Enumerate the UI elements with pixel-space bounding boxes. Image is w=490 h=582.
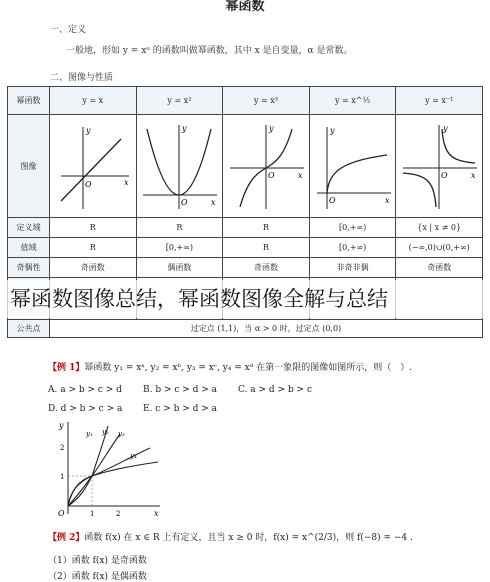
function-y-x2: y = x²: [136, 87, 223, 115]
ex1-label-y3: y₃: [118, 430, 125, 438]
ex1-tick-x2: 2: [116, 510, 121, 518]
ex1-label-y4: y₄: [130, 452, 137, 460]
svg-text:O: O: [267, 171, 275, 180]
ex1-tick-y1: 1: [60, 473, 65, 481]
example2-text: 函数 f(x) 在 x ∈ R 上有定义，且当 x ≥ 0 时，f(x) = x^(2/3)，则 f(−8) = −4 .: [84, 533, 413, 543]
overlay-caption: 幂函数图像总结，幂函数图像全解与总结: [0, 280, 490, 318]
common-point-row-label: 公共点: [8, 320, 50, 338]
svg-text:x: x: [297, 171, 303, 180]
graph-cube: [226, 121, 306, 211]
graph-cell-square: [136, 115, 223, 218]
parity-cell: 奇函数: [50, 258, 137, 278]
definition-text: 一般地，形如 y = xᵅ 的函数叫做幂函数，其中 x 是自变量，α 是常数。: [66, 46, 353, 56]
ex1-origin: O: [58, 509, 65, 518]
page-title: 幂函数: [225, 0, 265, 14]
function-y-sqrt: y = x^½: [309, 87, 396, 115]
example1-option-a: A. a > b > c > d: [48, 385, 122, 395]
svg-text:O: O: [441, 171, 448, 180]
svg-text:O: O: [84, 180, 92, 189]
example2-item-1: （1）函数 f(x) 是奇函数: [48, 556, 147, 566]
svg-text:y: y: [182, 124, 187, 133]
example1-graph: [50, 418, 165, 518]
graph-row-label: 图像: [8, 115, 50, 218]
parity-row-label: 奇偶性: [8, 258, 50, 278]
parity-cell: 非奇非偶: [309, 258, 396, 278]
ex1-axis-x: x: [154, 509, 159, 518]
svg-text:O: O: [328, 196, 336, 205]
parity-cell: 奇函数: [223, 258, 310, 278]
svg-text:x: x: [211, 198, 216, 207]
svg-text:y: y: [268, 124, 274, 133]
svg-text:y: y: [443, 124, 448, 133]
range-cell: R: [223, 238, 310, 258]
ex1-axis-y: y: [59, 421, 64, 430]
section-definition-heading: 一、定义: [50, 25, 87, 35]
function-y-x3: y = x³: [223, 87, 310, 115]
example2-label: 【例 2】: [48, 533, 85, 543]
domain-row-label: 定义域: [8, 218, 50, 238]
range-cell: (−∞,0)∪(0,+∞): [396, 238, 483, 258]
example1-label: 【例 1】: [48, 363, 85, 373]
parity-cell: 奇函数: [396, 258, 483, 278]
graph-cell-inverse: [396, 115, 483, 218]
graph-sqrt: [313, 121, 393, 211]
graph-square: [139, 121, 219, 211]
example1-question: [48, 360, 412, 373]
example1-option-e: E. c > b > d > a: [143, 404, 218, 414]
svg-text:x: x: [123, 178, 129, 187]
svg-text:x: x: [471, 171, 476, 180]
svg-text:x: x: [384, 196, 390, 205]
table-header-label: 幂函数: [8, 87, 50, 115]
example1-option-d: D. d > b > c > a: [48, 404, 123, 414]
example1-option-b: B. b > c > d > a: [143, 385, 218, 395]
example2-question: [48, 530, 413, 543]
example1-option-c: C. a > d > b > c: [238, 385, 313, 395]
ex1-label-y2: y₂: [102, 428, 109, 436]
function-y-inverse: y = x⁻¹: [396, 87, 483, 115]
common-point-text: 过定点 (1,1)，当 α > 0 时，过定点 (0,0): [50, 320, 483, 338]
range-cell: R: [50, 238, 137, 258]
example2-item-2: （2）函数 f(x) 是偶函数: [48, 572, 147, 582]
domain-cell: R: [136, 218, 223, 238]
svg-text:y: y: [329, 126, 335, 135]
example1-text: 幂函数 y₁ = xᵃ, y₂ = xᵇ, y₃ = xᶜ, y₄ = xᵈ 在第一象限的图像如图所示，则（ ）.: [84, 363, 413, 373]
range-cell: [0,+∞): [136, 238, 223, 258]
graph-cell-cube: [223, 115, 310, 218]
graph-linear: [53, 121, 133, 211]
svg-text:y: y: [85, 126, 91, 135]
function-y-x: y = x: [50, 87, 137, 115]
range-row-label: 值域: [8, 238, 50, 258]
domain-cell: R: [223, 218, 310, 238]
domain-cell: [0,+∞): [309, 218, 396, 238]
domain-cell: R: [50, 218, 137, 238]
range-cell: [0,+∞): [309, 238, 396, 258]
section-graph-heading: 二、图像与性质: [50, 73, 114, 83]
ex1-tick-y2: 2: [60, 444, 65, 452]
graph-cell-linear: [50, 115, 137, 218]
graph-inverse: [399, 121, 479, 211]
domain-cell: {x | x ≠ 0}: [396, 218, 483, 238]
svg-text:O: O: [181, 198, 188, 207]
ex1-tick-x1: 1: [90, 510, 95, 518]
graph-cell-sqrt: [309, 115, 396, 218]
ex1-label-y1: y₁: [86, 430, 93, 438]
parity-cell: 偶函数: [136, 258, 223, 278]
